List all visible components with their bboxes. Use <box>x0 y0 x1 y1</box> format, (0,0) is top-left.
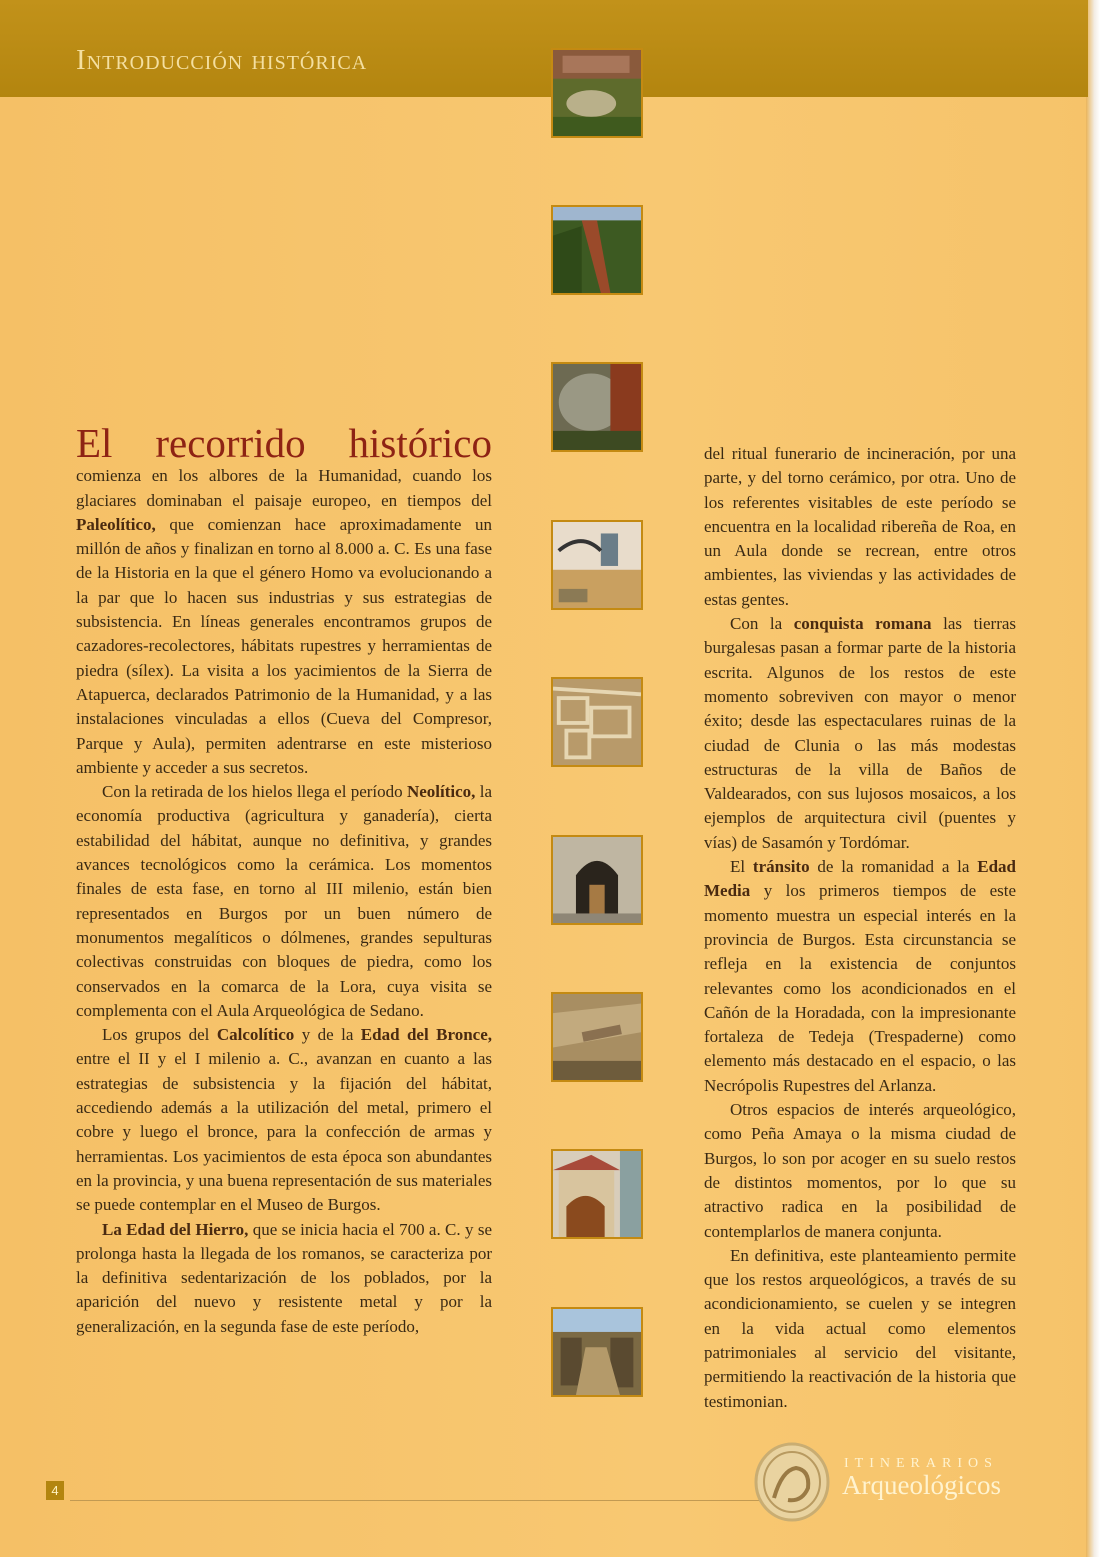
hierro-text-left: que se inicia hacia el 700 a. C. y se prolonga hasta la llegada de los romanos, se caracteriza por la definitiva sedentarización de los poblados, por la aparición del nuevo y resistente metal y por la generalización, en la segunda fase de este período, <box>76 1219 493 1336</box>
bold-term: Edad Media <box>704 857 1017 901</box>
text: y los primeros tiempos de este momento muestra un especial interés en la provincia de Burgos. Esta circunstancia se refleja en la existencia de conjuntos relevantes como los acondicionados en el Cañón de la Horadada, con la impresionante fortaleza de Tedeja (Trespaderne) como elemento más destacado en el espacio, o las Necrópolis Rupestres del Arlanza. <box>704 881 1016 1095</box>
paragraph-calcolitico <box>76 1023 492 1217</box>
brand-arqueologicos: Arqueológicos <box>842 1470 1001 1500</box>
text: El <box>730 857 753 877</box>
text: y de la <box>294 1025 361 1045</box>
page-edge <box>1086 0 1100 1557</box>
page-number: 4 <box>46 1481 64 1500</box>
paragraph-otros-espacios: Otros espacios de interés arqueológico, como Peña Amaya o la misma ciudad de Burgos, lo son por acoger en su suelo restos de distintos momentos, por lo que su atractivo radica en la posibilidad de contemplarlos de manera conjunta. <box>704 1100 1016 1241</box>
paragraph-hierro-continued <box>704 442 1016 612</box>
canyon-photo <box>551 205 643 295</box>
bold-term: conquista romana <box>793 614 932 634</box>
bold-term: Neolítico, <box>406 782 476 802</box>
church-doorway-photo <box>551 835 643 925</box>
section-header-band <box>0 0 1088 97</box>
museum-room-photo <box>551 520 643 610</box>
text: que comienzan hace aproximadamente un millón de años y finalizan en torno al 8.000 a. C. Es una fase de la Historia en la que el género Homo va evolucionando a la par que lo hacen sus industrias y sus estrategias de subsistencia. En líneas generales encontramos grupos de cazadores-recolectores, hábitats rupestres y herramientas de piedra (sílex). La visita a los yacimientos de la Sierra de Atapuerca, declarados Patrimonio de la Humanidad, y a las instalaciones vinculadas a ellos (Cueva del Compresor, Parque y Aula), permiten adentrarse en este misterioso ambiente y acceder a sus secretos. <box>76 514 492 777</box>
paragraph-neolitico <box>76 780 492 1023</box>
text: las tierras burgalesas pasan a formar parte de la historia escrita. Algunos de los restos de este momento sobreviven con mayor o menor éxito; desde las espectaculares ruinas de la ciudad de Clunia o las más modestas estructuras de la villa de Baños de Valdearados, con sus lujosos mosaicos, a los ejemplos de arquitectura civil (puentes y vías) de Sasamón y Tordómar. <box>704 614 1017 852</box>
article-left-column <box>76 420 493 1339</box>
text: de la romanidad a la <box>809 857 978 877</box>
roman-ruins-photo <box>551 677 643 767</box>
paragraph-hierro <box>76 1218 492 1339</box>
bold-term: Edad del Bronce, <box>360 1025 492 1045</box>
article-right-column <box>704 442 1016 1414</box>
paragraph-romana <box>704 612 1016 855</box>
paragraph-conclusion: En definitiva, este planteamiento permite que los restos arqueológicos, a través de su acondicionamiento, se cuelen y se integren en la vida actual como elementos patrimoniales al servicio del visitante, permitiendo la reactivación de la historia que testimonian. <box>704 1245 1016 1411</box>
text: entre el II y el I milenio a. C., avanzan en cuanto a las estrategias de subsistencia y la fijación del hábitat, accediendo además a la utilización del metal, primero el cobre y luego el bronce, para la confección de armas y herramientas. Los yacimientos de esta época son abundantes en la provincia, y una buena representación de sus materiales se puede contemplar en el Museo de Burgos. <box>76 1049 492 1215</box>
bold-term: Calcolítico <box>216 1025 295 1045</box>
section-title: Introducción histórica <box>76 44 368 76</box>
brand-medallion-icon <box>752 1440 832 1524</box>
bold-term: Paleolítico, <box>76 514 156 534</box>
dolmen-photo <box>551 1307 643 1397</box>
bold-term: La Edad del Hierro, <box>102 1219 249 1239</box>
text: Los grupos del <box>102 1025 217 1045</box>
text: Con la <box>730 614 794 634</box>
text: la economía productiva (agricultura y ganadería), cierta estabilidad del hábitat, aunque no definitiva, y grandes avances tecnológicos como la cerámica. Los momentos finales de esta fase, en torno al III milenio, están bien representados en Burgos por un buen número de monumentos megalíticos o dólmenes, grandes sepulturas colectivas construidas con bloques de piedra, como los conservados en la comarca de la Lora, cuya visita se complementa con el Aula Arqueológica de Sedano. <box>76 782 492 1020</box>
rock-necropolis-photo <box>551 992 643 1082</box>
chapel-facade-photo <box>551 1149 643 1239</box>
brand-itinerarios: ITINERARIOS <box>844 1456 998 1471</box>
text: Con la retirada de los hielos llega el período <box>102 782 407 802</box>
lead-title: El recorrido histórico <box>76 420 492 466</box>
rock-carving-photo <box>551 362 643 452</box>
town-aerial-photo <box>551 48 643 138</box>
hierro-text-right: del ritual funerario de incineración, por una parte, y del torno cerámico, por otra. Uno de los referentes visitables de este período se encuentra en la localidad ribereña de Roa, en un Aula donde se recrean, entre otros ambientes, las viviendas y las actividades de estas gentes. <box>704 444 1016 609</box>
paragraph-edad-media <box>704 855 1016 1098</box>
text: comienza en los albores de la Humanidad, cuando los glaciares dominaban el paisaje europeo, en tiempos del <box>76 466 492 510</box>
bold-term: tránsito <box>752 857 810 877</box>
footer-rule <box>70 1500 760 1501</box>
paragraph-paleolitico <box>76 420 492 780</box>
